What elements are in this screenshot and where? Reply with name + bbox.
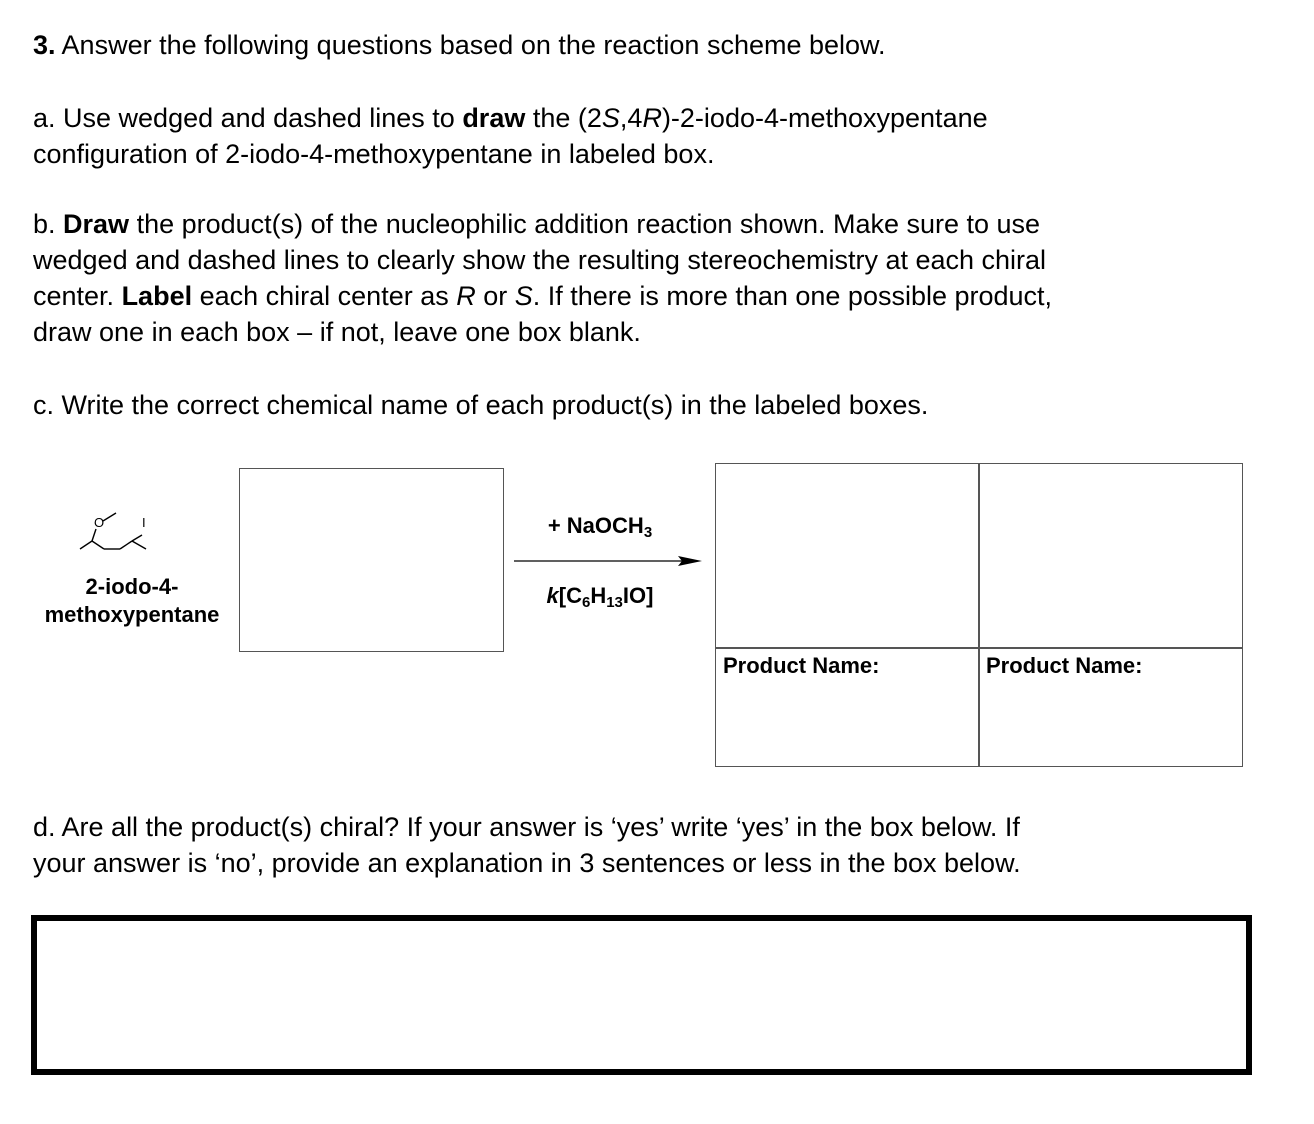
- bond-c4-c5: [120, 541, 132, 549]
- reagent-sub13: 13: [606, 594, 623, 611]
- reagent-open-c: [C: [558, 583, 582, 608]
- part-b-line2: wedged and dashed lines to clearly show the resulting stereochemistry at each chiral: [33, 245, 1047, 275]
- part-b-line4: draw one in each box – if not, leave one box blank.: [33, 317, 641, 347]
- question-header-text: Answer the following questions based on the reaction scheme below.: [55, 30, 886, 60]
- reagent-naoch3: [520, 513, 680, 539]
- reaction-arrow: [514, 553, 704, 569]
- part-b-bold-draw: Draw: [63, 209, 130, 239]
- part-b: [33, 206, 1263, 350]
- bond-c2-c3: [92, 541, 104, 549]
- reagent-top-sub: 3: [643, 524, 653, 541]
- product-1-name-box[interactable]: [715, 647, 980, 767]
- reagent-k: k: [546, 583, 559, 608]
- part-a-bold-draw: draw: [462, 103, 526, 133]
- part-d-line1: d. Are all the product(s) chiral? If your answer is ‘yes’ write ‘yes’ in the box below. If: [33, 812, 1020, 842]
- reagent-h: H: [590, 583, 607, 608]
- part-b-line3-mid: each chiral center as: [192, 281, 457, 311]
- part-b-line1-rest: the product(s) of the nucleophilic addition reaction shown. Make sure to use: [129, 209, 1041, 239]
- part-a-line1: [33, 100, 1263, 136]
- question-number: 3.: [33, 30, 56, 60]
- oxygen-atom: O: [94, 515, 105, 530]
- reagent-formula: [520, 583, 680, 609]
- part-b-or: or: [475, 281, 515, 311]
- bond-c5-i: [132, 535, 142, 541]
- part-d-line2: your answer is ‘no’, provide an explanation in 3 sentences or less in the box below.: [33, 848, 1021, 878]
- part-a-prefix: a. Use wedged and dashed lines to: [33, 103, 463, 133]
- part-a: [33, 100, 1263, 172]
- part-a-r: R: [642, 103, 662, 133]
- part-a-suffix: )-2-iodo-4-methoxypentane: [661, 103, 988, 133]
- part-b-line3-rest: . If there is more than one possible product,: [532, 281, 1053, 311]
- reactant-label: [34, 573, 230, 629]
- reagent-sub6: 6: [581, 594, 591, 611]
- part-a-comma4: ,4: [619, 103, 643, 133]
- product-2-name-box[interactable]: [978, 647, 1243, 767]
- part-b-line1: [33, 206, 1263, 242]
- answer-box[interactable]: [31, 915, 1252, 1075]
- part-b-s: S: [514, 281, 533, 311]
- reactant-label-line2: methoxypentane: [44, 602, 220, 627]
- part-b-bold-label: Label: [121, 281, 193, 311]
- reactant-label-line1: 2-iodo-4-: [85, 574, 179, 599]
- bond-c2-o: [92, 529, 96, 541]
- question-header: [33, 27, 1263, 63]
- part-b-line3: [33, 278, 1263, 314]
- bond-c5-c6: [132, 541, 146, 549]
- reagent-rest: IO]: [622, 583, 654, 608]
- part-d: [33, 809, 1263, 881]
- configuration-box[interactable]: [239, 468, 504, 652]
- reagent-top-prefix: + NaOCH: [547, 513, 644, 538]
- bond-o-ch3: [103, 513, 116, 521]
- bond-c1-c2: [80, 541, 92, 549]
- part-a-s: S: [601, 103, 620, 133]
- product-1-name-label: Product Name:: [723, 653, 880, 678]
- part-b-r: R: [456, 281, 476, 311]
- product-1-structure-box[interactable]: [715, 463, 980, 649]
- product-2-structure-box[interactable]: [978, 463, 1243, 649]
- product-2-name-label: Product Name:: [986, 653, 1143, 678]
- part-a-mid: the (2: [525, 103, 602, 133]
- reactant-structure: [70, 505, 180, 565]
- part-a-line2: configuration of 2-iodo-4-methoxypentane in labeled box.: [33, 139, 715, 169]
- part-c: c. Write the correct chemical name of each product(s) in the labeled boxes.: [33, 390, 929, 420]
- part-b-line3-pre: center.: [33, 281, 122, 311]
- part-b-prefix: b.: [33, 209, 64, 239]
- iodine-atom: I: [142, 515, 146, 530]
